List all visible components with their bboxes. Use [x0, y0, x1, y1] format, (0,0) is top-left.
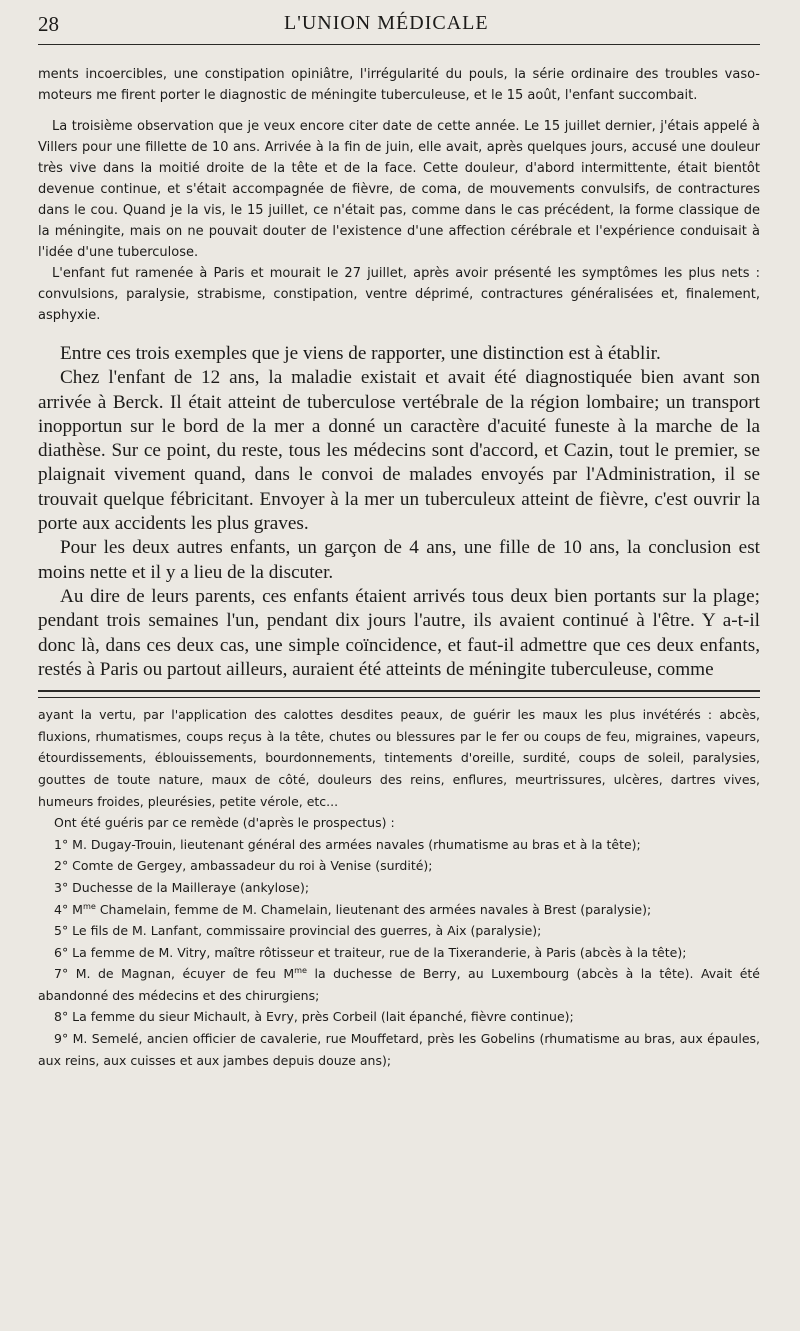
footnote-intro-line: Ont été guéris par ce remède (d'après le prospectus) :: [54, 815, 395, 831]
body-text: [38, 342, 760, 682]
page-number: 28: [38, 12, 59, 36]
intro-paragraph: La troisième observation que je veux encore citer date de cette année. Le 15 juillet dernier, j'étais appelé à Villers pour une fillette de 10 ans. Arrivée à la fin de juin, elle avait, après quelques jours, accusé une douleur très vive dans la moitié droite de la tête et de la face. Cette douleur, d'abord intermittente, était bientôt devenue continue, et s'était accompagnée de fièvre, de coma, de mouvements convulsifs, de contractures dans le cou. Quand je la vis, le 15 juillet, ce n'était pas, comme dans le cas précédent, la forme classique de la méningite, mais on ne pouvait douter de l'existence d'une affection cérébrale et l'expérience conduisait à l'idée d'une tuberculose.: [38, 119, 760, 260]
footnote-item: 6° La femme de M. Vitry, maître rôtisseur et traiteur, rue de la Tixeranderie, à Paris (abcès à la tête);: [54, 944, 687, 960]
body-paragraph: Chez l'enfant de 12 ans, la maladie existait et avait été diagnostiquée bien avant son arrivée à Berck. Il était atteint de tuberculose vertébrale de la région lombaire; un transport inopportun sur le bord de la mer a donné un caractère d'acuité funeste à la marche de la diathèse. Sur ce point, du reste, tous les médecins sont d'accord, et Cazin, tout le premier, se plaignait vivement quand, dans le convoi de malades envoyés par l'Administration, il se trouvait quelque fébricitant. Envoyer à la mer un tuberculeux atteint de fièvre, c'est ouvrir la porte aux accidents les plus graves.: [38, 367, 760, 535]
footnote-item: 5° Le fils de M. Lanfant, commissaire provincial des guerres, à Aix (paralysie);: [54, 923, 542, 939]
footnote-item: 9° M. Semelé, ancien officier de cavalerie, rue Mouffetard, près les Gobelins (rhumatisme au bras, aux épaules, aux reins, aux cuisses et aux jambes depuis douze ans);: [38, 1031, 760, 1068]
footnote-item: 7° M. de Magnan, écuyer de feu $M^{me}$ la duchesse de Berry, au Luxembourg (abcès à la tête). Avait été abandonné des médecins et des chirurgiens;: [38, 965, 760, 1003]
intro-paragraph: L'enfant fut ramenée à Paris et mourait le 27 juillet, après avoir présenté les symptômes les plus nets : convulsions, paralysie, strabisme, constipation, ventre déprimé, contractures généralisées et, finalement, asphyxie.: [38, 266, 760, 323]
running-title: L'UNION MÉDICALE: [284, 12, 489, 34]
footnote-item: 4° $M^{me}$ Chamelain, femme de M. Chamelain, lieutenant des armées navales à Brest (paralysie);: [54, 900, 652, 917]
footnote-lead: ayant la vertu, par l'application des calottes desdites peaux, de guérir les maux les plus invétérés : abcès, fluxions, rhumatismes, coups reçus à la tête, chutes ou blessures par le fer ou coups de feu, migraines, vapeurs, étourdissements, éblouissements, bourdonnements, tintements d'oreille, surdité, coups de soleil, paralysies, gouttes de toute nature, maux de côté, douleurs des reins, enflures, meurtrissures, ulcères, dartres vives, humeurs froides, pleurésies, petite vérole, etc...: [38, 707, 760, 809]
footnote-item: 8° La femme du sieur Michault, à Evry, près Corbeil (lait épanché, fièvre continue);: [54, 1009, 574, 1025]
body-paragraph: Pour les deux autres enfants, un garçon de 4 ans, une fille de 10 ans, la conclusion est moins nette et il y a lieu de la discuter.: [38, 537, 760, 583]
footnote: [38, 704, 760, 1071]
header-rule: [38, 44, 760, 45]
body-paragraph: Entre ces trois exemples que je viens de rapporter, une distinction est à établir.: [60, 343, 661, 364]
intro-paragraph: ments incoercibles, une constipation opiniâtre, l'irrégularité du pouls, la série ordinaire des troubles vaso-moteurs me firent porter le diagnostic de méningite tuberculeuse, et le 15 août, l'enfant succombait.: [38, 67, 760, 103]
footnote-item: 3° Duchesse de la Mailleraye (ankylose);: [54, 879, 310, 895]
footnote-item: 2° Comte de Gergey, ambassadeur du roi à Venise (surdité);: [54, 858, 433, 874]
page-header: [38, 0, 760, 50]
body-paragraph: Au dire de leurs parents, ces enfants étaient arrivés tous deux bien portants sur la plage; pendant trois semaines l'un, pendant dix jours l'autre, ils avaient continué à l'être. Y a-t-il donc là, dans ces deux cas, une simple coïncidence, et faut-il admettre que ces deux enfants, restés à Paris ou partout ailleurs, auraient été atteints de méningite tuberculeuse, comme: [38, 585, 760, 680]
footnote-separator: [38, 690, 760, 698]
intro-text: [38, 64, 760, 326]
footnote-item: 1° M. Dugay-Trouin, lieutenant général des armées navales (rhumatisme au bras et à la tête);: [54, 836, 641, 852]
